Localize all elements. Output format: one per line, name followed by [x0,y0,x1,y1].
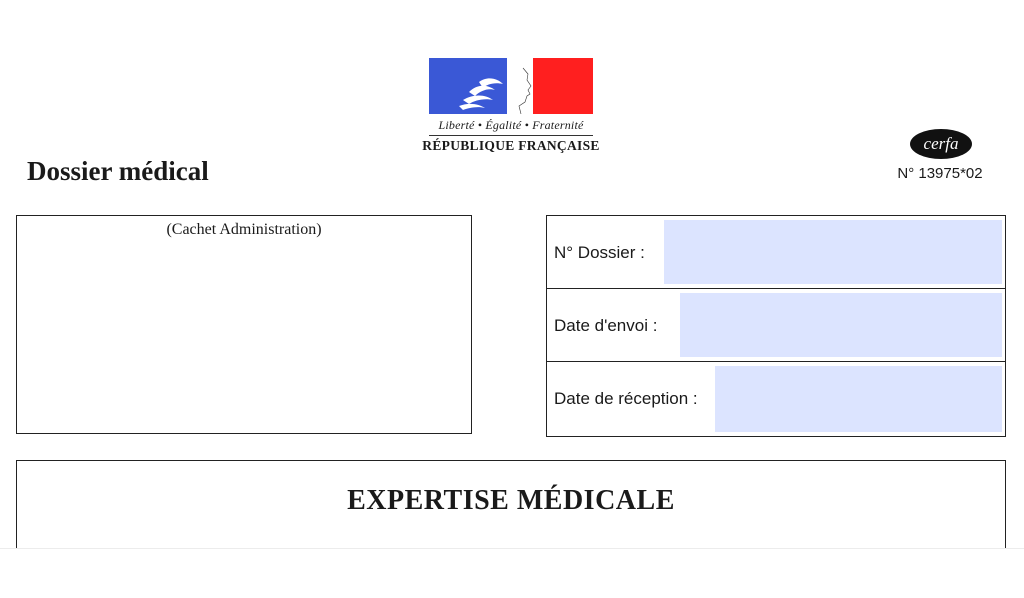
republic-motto: Liberté • Égalité • Fraternité [438,118,584,132]
cerfa-logo-icon [909,128,973,160]
cachet-label: (Cachet Administration) [166,221,322,238]
section-title: EXPERTISE MÉDICALE [347,485,675,516]
viewer-bottom-area [0,548,1024,598]
logo-divider [429,135,593,136]
dossier-number-row [547,216,1005,289]
dossier-number-label: N° Dossier : [554,243,645,262]
expertise-section [16,460,1006,548]
date-envoi-label: Date d'envoi : [554,316,658,335]
date-reception-label: Date de réception : [554,389,698,408]
marianne-logo-icon [429,58,593,114]
admin-fields-box [546,215,1006,437]
cerfa-number: N° 13975*02 [897,165,983,182]
date-reception-input[interactable] [715,366,1002,432]
cerfa-logo-text: cerfa [923,134,959,153]
document-title: Dossier médical [27,156,209,186]
date-envoi-input[interactable] [680,293,1002,357]
cachet-administration-box [16,215,472,434]
date-reception-row [547,362,1005,435]
republic-name: RÉPUBLIQUE FRANÇAISE [422,138,600,153]
dossier-number-input[interactable] [664,220,1002,284]
date-envoi-row [547,289,1005,362]
